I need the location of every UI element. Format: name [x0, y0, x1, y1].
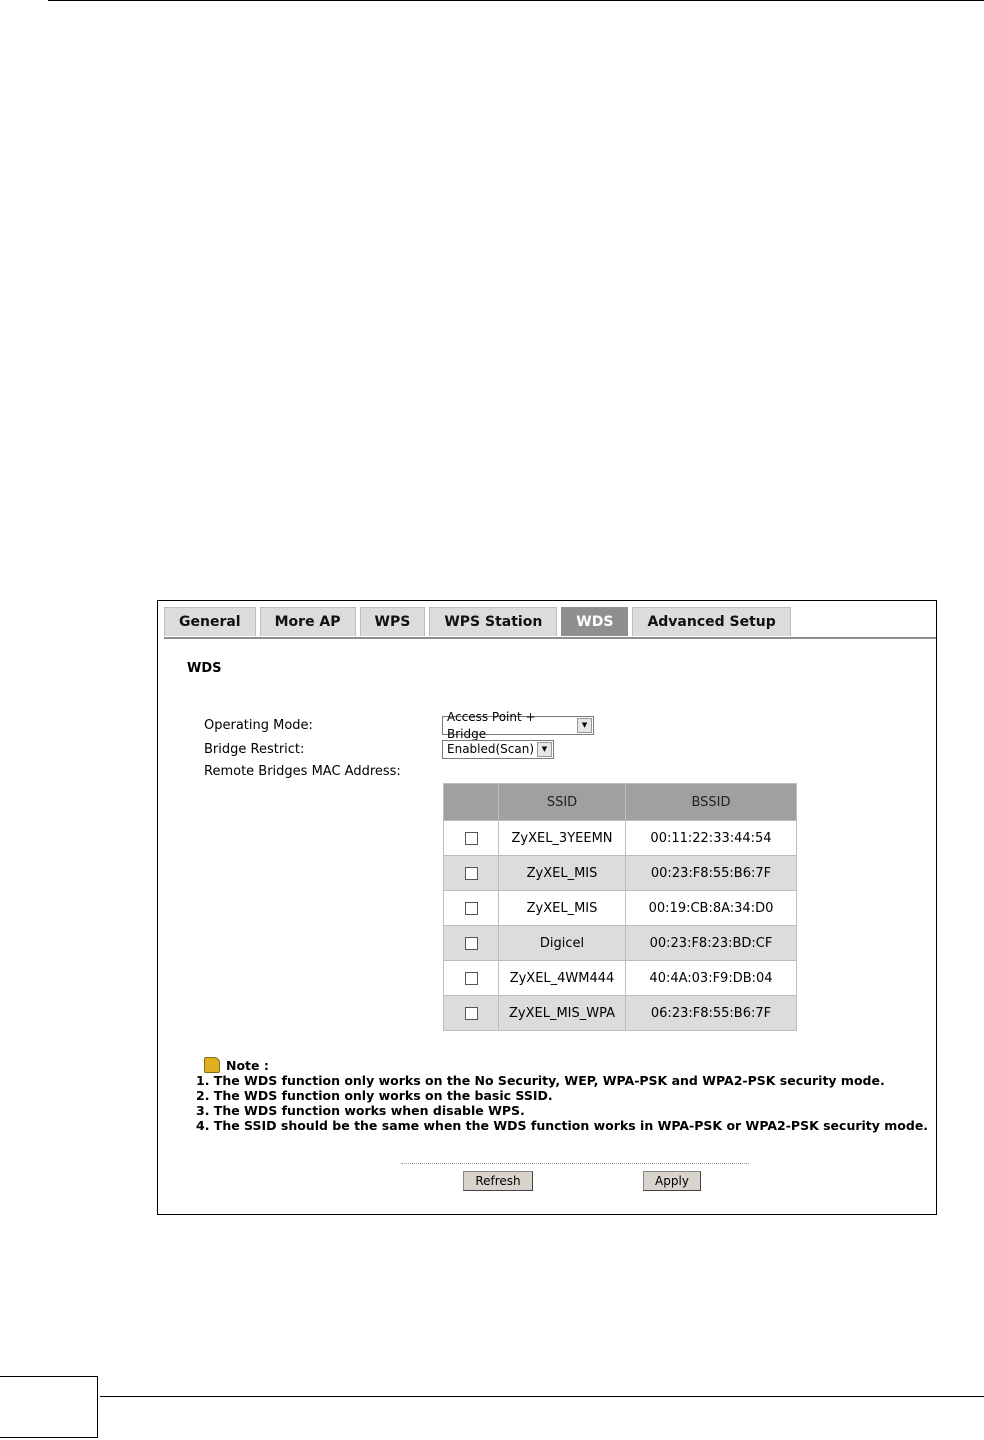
header-bssid: BSSID	[626, 784, 797, 821]
operating-mode-select[interactable]	[442, 709, 594, 741]
note-block	[196, 1057, 928, 1133]
bridge-restrict-label: Bridge Restrict:	[204, 742, 305, 757]
ssid-cell: Digicel	[499, 926, 626, 961]
row-checkbox-cell	[444, 996, 499, 1031]
table-row	[444, 821, 797, 856]
table-row	[444, 856, 797, 891]
row-checkbox[interactable]	[465, 972, 478, 985]
tab-advanced-setup[interactable]: Advanced Setup	[632, 607, 790, 636]
ssid-cell: ZyXEL_MIS	[499, 891, 626, 926]
note-line: 3. The WDS function works when disable WPS.	[196, 1103, 525, 1118]
chevron-down-icon[interactable]: ▼	[537, 742, 552, 757]
note-title: Note :	[226, 1057, 269, 1073]
note-line: 2. The WDS function only works on the basic SSID.	[196, 1088, 553, 1103]
bridge-restrict-value: Enabled(Scan)	[447, 742, 535, 756]
operating-mode-label: Operating Mode:	[204, 718, 313, 733]
row-checkbox[interactable]	[465, 867, 478, 880]
row-checkbox-cell	[444, 961, 499, 996]
ssid-cell: ZyXEL_MIS_WPA	[499, 996, 626, 1031]
bssid-cell: 00:11:22:33:44:54	[626, 821, 797, 856]
note-icon	[204, 1057, 220, 1073]
tab-wps[interactable]: WPS	[360, 607, 426, 636]
note-line: 4. The SSID should be the same when the WDS function works in WPA-PSK or WPA2-PSK security mode.	[196, 1118, 929, 1133]
chevron-down-icon[interactable]: ▼	[577, 718, 592, 733]
tab-bar	[164, 607, 791, 637]
button-divider	[401, 1163, 749, 1164]
header-rule	[48, 0, 984, 1]
row-checkbox[interactable]	[465, 902, 478, 915]
refresh-button[interactable]: Refresh	[463, 1171, 533, 1191]
tab-underline	[164, 637, 936, 639]
bssid-cell: 00:19:CB:8A:34:D0	[626, 891, 797, 926]
table-row	[444, 996, 797, 1031]
wds-screen-panel	[157, 600, 937, 1215]
page-number-box	[0, 1376, 98, 1438]
tab-wps-station[interactable]: WPS Station	[429, 607, 557, 636]
bssid-cell: 00:23:F8:55:B6:7F	[626, 856, 797, 891]
row-checkbox[interactable]	[465, 1007, 478, 1020]
note-header	[204, 1057, 928, 1073]
table-row	[444, 926, 797, 961]
header-select	[444, 784, 499, 821]
footer-rule	[100, 1396, 984, 1397]
tab-wds[interactable]: WDS	[561, 607, 628, 636]
operating-mode-value: Access Point + Bridge	[447, 709, 536, 741]
ssid-cell: ZyXEL_MIS	[499, 856, 626, 891]
bridge-restrict-select[interactable]	[442, 740, 554, 759]
row-checkbox-cell	[444, 856, 499, 891]
tab-more-ap[interactable]: More AP	[260, 607, 356, 636]
table-row	[444, 961, 797, 996]
tab-general[interactable]: General	[164, 607, 256, 636]
table-row	[444, 891, 797, 926]
bssid-cell: 00:23:F8:23:BD:CF	[626, 926, 797, 961]
row-checkbox-cell	[444, 821, 499, 856]
apply-button[interactable]: Apply	[643, 1171, 701, 1191]
row-checkbox-cell	[444, 926, 499, 961]
remote-bridges-table	[443, 783, 797, 1031]
table-header-row	[444, 784, 797, 821]
row-checkbox[interactable]	[465, 937, 478, 950]
row-checkbox-cell	[444, 891, 499, 926]
bssid-cell: 06:23:F8:55:B6:7F	[626, 996, 797, 1031]
header-ssid: SSID	[499, 784, 626, 821]
section-title: WDS	[187, 661, 222, 676]
ssid-cell: ZyXEL_4WM444	[499, 961, 626, 996]
note-line: 1. The WDS function only works on the No Security, WEP, WPA-PSK and WPA2-PSK security mode.	[196, 1073, 885, 1088]
ssid-cell: ZyXEL_3YEEMN	[499, 821, 626, 856]
remote-bridges-label: Remote Bridges MAC Address:	[204, 764, 401, 779]
row-checkbox[interactable]	[465, 832, 478, 845]
bssid-cell: 40:4A:03:F9:DB:04	[626, 961, 797, 996]
